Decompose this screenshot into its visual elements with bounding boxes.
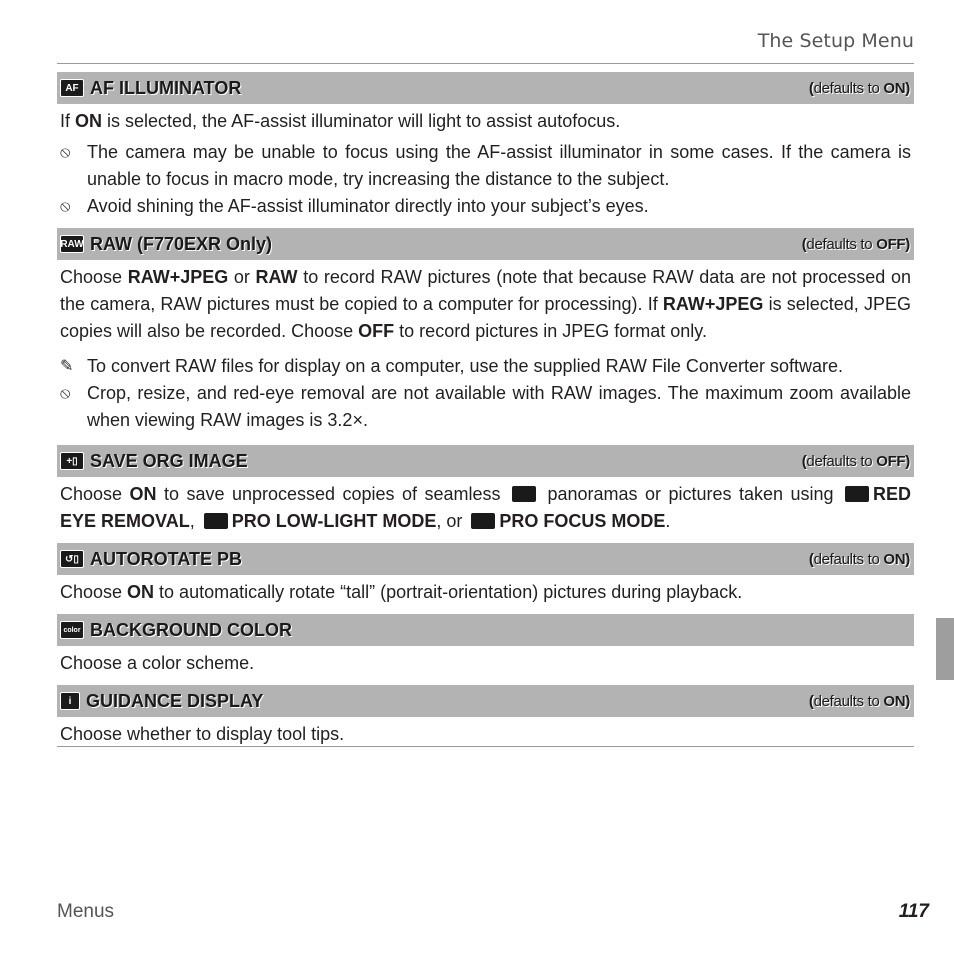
- default-note: (defaults to ON): [808, 550, 910, 568]
- page-content: [57, 72, 914, 748]
- caution-icon: ⦸: [60, 385, 71, 402]
- section-header: [57, 543, 914, 575]
- notes-list: [60, 353, 911, 434]
- section-title: AF ILLUMINATOR: [90, 77, 242, 98]
- section-title: RAW (F770EXR Only): [90, 233, 273, 254]
- panorama-360-icon: [512, 486, 536, 502]
- red-eye-icon: [845, 486, 869, 502]
- default-note: (defaults to OFF): [801, 452, 910, 470]
- pro-low-light-icon: [204, 513, 228, 529]
- section-description: Choose RAW+JPEG or RAW to record RAW pictures (note that because RAW data are not processed on the camera, RAW pictures must be copied to a computer for processing). If RAW+JPEG is selected, JPEG copies will also be recorded. Choose OFF to record pictures in JPEG format only.: [60, 267, 911, 341]
- section-description: Choose whether to display tool tips.: [60, 724, 345, 744]
- caution-note: ⦸ Crop, resize, and red-eye removal are not available with RAW images. The maximum zoom available when viewing RAW images is 3.2×.: [60, 380, 911, 434]
- section-autorotate-pb: [57, 543, 914, 606]
- section-title: BACKGROUND COLOR: [90, 619, 292, 640]
- running-header-title: The Setup Menu: [757, 30, 914, 52]
- caution-note: ⦸ Avoid shining the AF-assist illuminator directly into your subject’s eyes.: [60, 193, 911, 220]
- footer-rule: [57, 746, 914, 747]
- pro-focus-icon: [471, 513, 495, 529]
- section-header: [57, 445, 914, 477]
- header-rule: [57, 63, 914, 64]
- section-header: [57, 228, 914, 260]
- footer-section-name: Menus: [57, 901, 115, 922]
- default-note: (defaults to ON): [808, 692, 910, 710]
- chapter-thumb-tab: [936, 618, 954, 680]
- default-note: (defaults to OFF): [801, 235, 910, 253]
- raw-icon: RAW: [60, 235, 84, 253]
- caution-note: ⦸ The camera may be unable to focus using the AF-assist illuminator in some cases. If the camera is unable to focus in macro mode, try increasing the distance to the subject.: [60, 139, 911, 193]
- section-raw: [57, 228, 914, 434]
- save-original-icon: +▯: [60, 452, 84, 470]
- background-color-icon: color: [60, 621, 84, 639]
- section-description: If ON is selected, the AF-assist illuminator will light to assist autofocus.: [60, 111, 621, 131]
- page-number: 117: [898, 901, 929, 922]
- section-save-org-image: [57, 445, 914, 535]
- section-description: Choose ON to automatically rotate “tall” (portrait-orientation) pictures during playback.: [60, 582, 743, 602]
- section-title: AUTOROTATE PB: [90, 548, 242, 569]
- caution-list: [60, 139, 911, 220]
- section-description: Choose ON to save unprocessed copies of seamless panoramas or pictures taken using RED EYE REMOVAL, PRO LOW-LIGHT MODE, or PRO FOCUS MODE.: [60, 484, 911, 531]
- section-guidance-display: [57, 685, 914, 748]
- section-background-color: [57, 614, 914, 677]
- caution-icon: ⦸: [60, 144, 71, 161]
- info-icon: i: [60, 692, 80, 710]
- section-description: Choose a color scheme.: [60, 653, 255, 673]
- section-header: [57, 72, 914, 104]
- section-header: [57, 614, 914, 646]
- default-note: (defaults to ON): [808, 79, 910, 97]
- autorotate-icon: ↺▯: [60, 550, 84, 568]
- caution-icon: ⦸: [60, 198, 71, 215]
- tip-note: ✎ To convert RAW files for display on a computer, use the supplied RAW File Converter software.: [60, 353, 911, 380]
- section-title: SAVE ORG IMAGE: [90, 450, 248, 471]
- section-af-illuminator: [57, 72, 914, 220]
- af-illuminator-icon: AF: [60, 79, 84, 97]
- section-header: [57, 685, 914, 717]
- section-title: GUIDANCE DISPLAY: [86, 690, 264, 711]
- note-icon: ✎: [60, 358, 74, 375]
